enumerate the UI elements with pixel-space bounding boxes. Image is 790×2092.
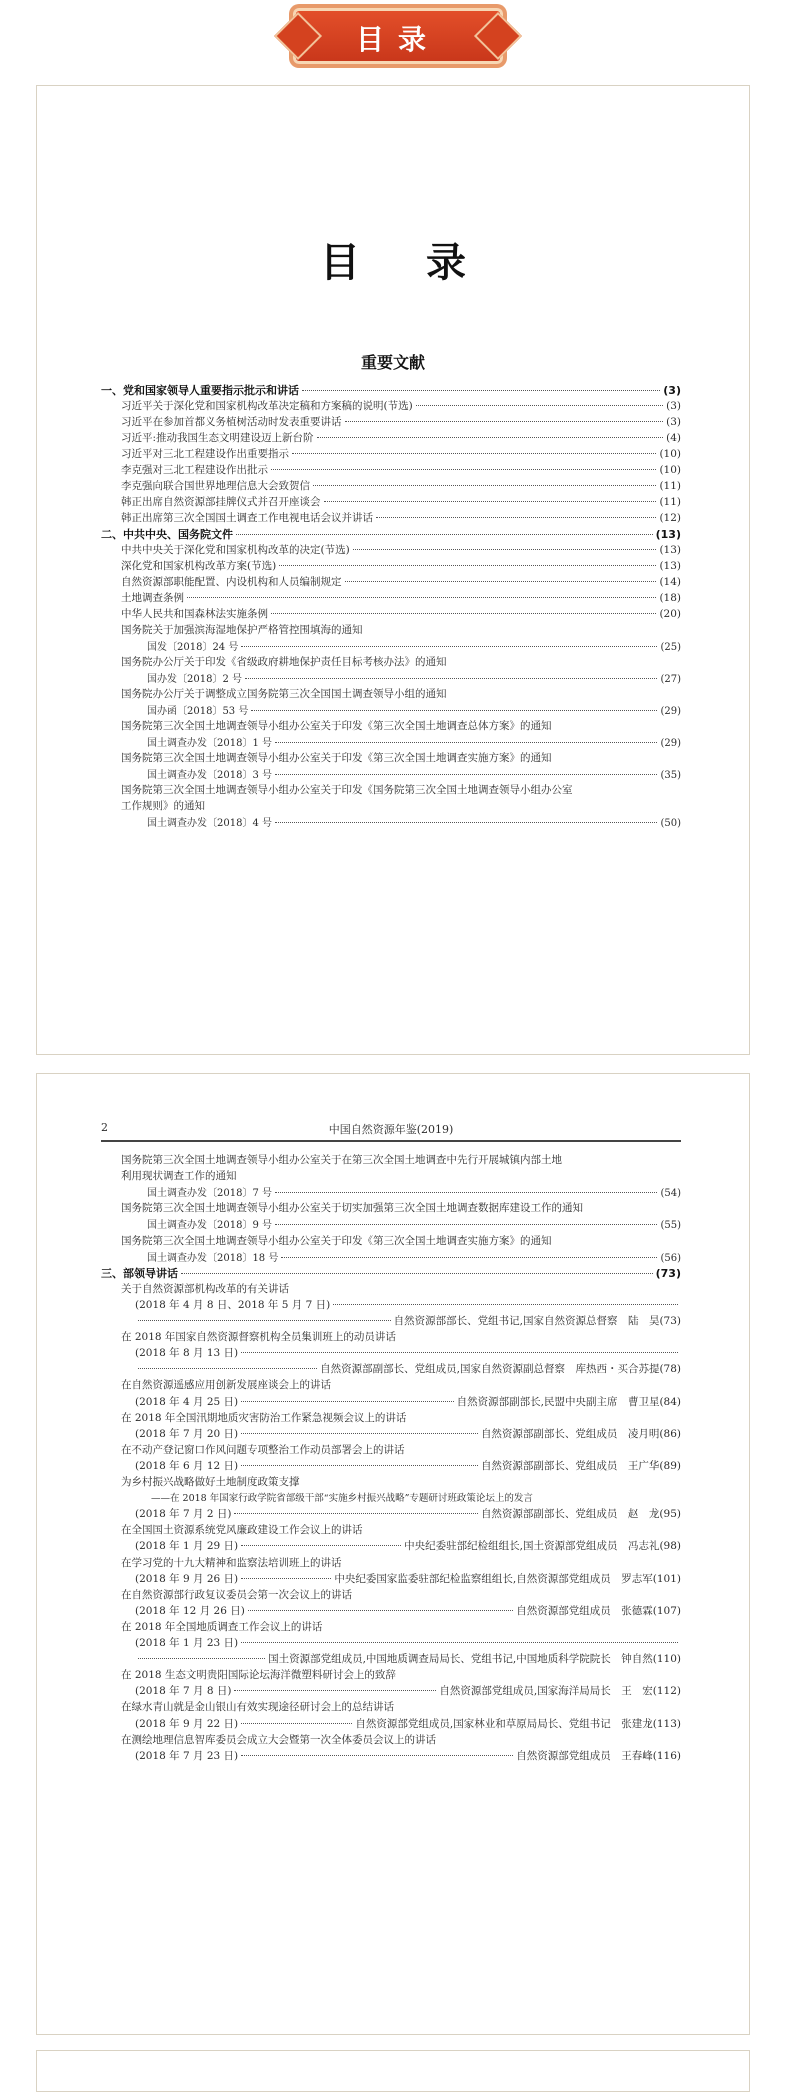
leader-dots — [275, 774, 657, 775]
leader-dots — [187, 597, 656, 598]
entry-title: 国办函〔2018〕53 号 — [147, 706, 249, 717]
toc-entry-title[interactable]: 在测绘地理信息智库委员会成立大会暨第一次全体委员会议上的讲话 — [121, 1733, 436, 1746]
entry-byline: 自然资源部部长、党组书记,国家自然资源总督察 陆 昊(73) — [393, 1315, 681, 1327]
entry-page: (11) — [659, 480, 681, 492]
entry-page: (3) — [663, 384, 681, 397]
entry-byline: 自然资源部副部长、党组成员 凌月明(86) — [480, 1427, 681, 1440]
entry-title: 国土调查办发〔2018〕18 号 — [147, 1252, 279, 1264]
entry-title: 国土调查办发〔2018〕1 号 — [147, 738, 272, 749]
leader-dots — [376, 517, 656, 518]
leader-dots — [317, 437, 664, 438]
leader-dots — [241, 1578, 331, 1579]
leader-dots — [271, 613, 656, 614]
entry-title: 韩正出席自然资源部挂牌仪式并召开座谈会 — [121, 496, 321, 508]
page-number: 2 — [101, 1121, 108, 1134]
entry-title: 李克强向联合国世界地理信息大会致贺信 — [121, 480, 310, 492]
entry-date: (2018 年 8 月 13 日) — [135, 1347, 239, 1360]
entry-title: 习近平对三北工程建设作出重要指示 — [121, 448, 289, 460]
entry-page: (11) — [659, 496, 681, 508]
leader-dots — [275, 1224, 657, 1225]
entry-byline: 国土资源部党组成员,中国地质调查局局长、党组书记,中国地质科学院院长 钟自然(110) — [268, 1653, 681, 1666]
entry-page: (3) — [666, 416, 681, 428]
toc-page-2 — [36, 1073, 750, 2035]
entry-title: 国办发〔2018〕2 号 — [147, 674, 242, 685]
entry-title: 习近平关于深化党和国家机构改革决定稿和方案稿的说明(节选) — [121, 400, 413, 412]
leader-dots — [241, 1401, 453, 1402]
entry-title: 土地调查条例 — [121, 592, 184, 604]
entry-byline: 自然资源部党组成员 王春峰(116) — [516, 1749, 681, 1762]
entry-page: (13) — [659, 560, 681, 572]
leader-dots — [138, 1368, 317, 1369]
entry-title: 三、部领导讲话 — [101, 1266, 178, 1280]
leader-dots — [333, 1304, 678, 1305]
running-head — [101, 1121, 681, 1141]
entry-page: (73) — [655, 1266, 681, 1280]
toc-entry-title[interactable]: 在学习党的十九大精神和监察法培训班上的讲话 — [121, 1556, 342, 1569]
leader-dots — [241, 1642, 678, 1643]
leader-dots — [241, 1352, 678, 1353]
entry-date: (2018 年 4 月 25 日) — [135, 1395, 239, 1408]
toc-page-1 — [36, 85, 750, 1055]
entry-page: (29) — [660, 738, 681, 749]
toc-entry-title[interactable]: 在 2018 年国家自然资源督察机构全员集训班上的动员讲话 — [121, 1331, 396, 1344]
entry-page: (50) — [660, 818, 681, 829]
leader-dots — [251, 710, 657, 711]
toc-entry-title[interactable]: 工作规则》的通知 — [121, 800, 205, 812]
leader-dots — [181, 1273, 653, 1274]
toc-entry-title[interactable]: 国务院办公厅关于调整成立国务院第三次全国国土调查领导小组的通知 — [121, 688, 447, 700]
leader-dots — [275, 742, 657, 743]
leader-dots — [302, 390, 660, 391]
entry-page: (3) — [666, 400, 681, 412]
entry-page: (56) — [660, 1252, 681, 1264]
entry-page: (10) — [659, 448, 681, 460]
entry-title: 一、党和国家领导人重要指示批示和讲话 — [101, 384, 299, 397]
leader-dots — [271, 469, 656, 470]
leader-dots — [313, 485, 656, 486]
toc-entry-title[interactable]: 为乡村振兴战略做好土地制度政策支撑 — [121, 1476, 300, 1488]
toc-entry-title[interactable]: 在绿水青山就是金山银山有效实现途径研讨会上的总结讲话 — [121, 1701, 394, 1714]
entry-page: (55) — [660, 1220, 681, 1232]
entry-title: 自然资源部职能配置、内设机构和人员编制规定 — [121, 576, 342, 588]
toc-entry-title[interactable]: 在全国国土资源系统党风廉政建设工作会议上的讲话 — [121, 1524, 363, 1537]
entry-title: 国土调查办发〔2018〕7 号 — [147, 1188, 272, 1200]
toc-entry-title[interactable]: 国务院第三次全国土地调查领导小组办公室关于印发《第三次全国土地调查实施方案》的通知 — [121, 1234, 552, 1247]
leader-dots — [241, 646, 657, 647]
toc-entry-title[interactable]: 国务院第三次全国土地调查领导小组办公室关于印发《国务院第三次全国土地调查领导小组办公室 — [121, 784, 573, 796]
entry-page: (35) — [660, 770, 681, 781]
toc-entry-title[interactable]: 在自然资源部行政复议委员会第一次会议上的讲话 — [121, 1588, 352, 1601]
leader-dots — [353, 549, 657, 550]
entry-date: (2018 年 7 月 2 日) — [135, 1508, 232, 1521]
entry-date: (2018 年 1 月 23 日) — [135, 1637, 239, 1649]
toc-entry-title[interactable]: 在自然资源遥感应用创新发展座谈会上的讲话 — [121, 1379, 331, 1392]
leader-dots — [241, 1465, 478, 1466]
entry-date: (2018 年 9 月 22 日) — [135, 1717, 239, 1730]
leader-dots — [236, 534, 653, 535]
entry-byline: 自然资源部副部长、党组成员 赵 龙(95) — [480, 1508, 681, 1521]
leader-dots — [138, 1320, 391, 1321]
leader-dots — [234, 1690, 436, 1691]
leader-dots — [275, 1192, 657, 1193]
banner-title: 目录 — [355, 23, 440, 56]
entry-byline: 自然资源部党组成员,国家海洋局局长 王 宏(112) — [439, 1685, 681, 1698]
entry-title: 国发〔2018〕24 号 — [147, 642, 239, 653]
leader-dots — [324, 501, 657, 502]
entry-byline: 中央纪委国家监委驻部纪检监察组组长,自然资源部党组成员 罗志军(101) — [334, 1572, 681, 1585]
entry-byline: 自然资源部副部长、党组成员 王广华(89) — [480, 1459, 681, 1472]
entry-page: (54) — [660, 1188, 681, 1200]
entry-title: 中共中央关于深化党和国家机构改革的决定(节选) — [121, 544, 350, 556]
entry-title: 中华人民共和国森林法实施条例 — [121, 608, 268, 620]
toc-entry-title[interactable]: 关于自然资源部机构改革的有关讲话 — [121, 1282, 289, 1295]
toc-entry-byline[interactable] — [101, 1748, 681, 1766]
leader-dots — [345, 421, 664, 422]
header-rule — [101, 1140, 681, 1142]
entry-byline: 自然资源部党组成员,国家林业和草原局局长、党组书记 张建龙(113) — [355, 1717, 681, 1730]
entry-title: 习近平:推动我国生态文明建设迈上新台阶 — [121, 432, 314, 444]
toc-entry[interactable] — [101, 814, 681, 832]
toc-page-3 — [36, 2050, 750, 2092]
leader-dots — [292, 453, 656, 454]
page-title: 目 录 — [320, 240, 492, 286]
entry-page: (27) — [660, 674, 681, 685]
entry-date: (2018 年 12 月 26 日) — [135, 1604, 245, 1617]
entry-date: (2018 年 6 月 12 日) — [135, 1459, 239, 1472]
entry-date: (2018 年 7 月 8 日) — [135, 1685, 232, 1698]
entry-page: (13) — [655, 528, 681, 541]
entry-page: (18) — [659, 592, 681, 604]
entry-byline: 中央纪委驻部纪检组组长,国土资源部党组成员 冯志礼(98) — [404, 1540, 681, 1553]
journal-title: 中国自然资源年鉴(2019) — [328, 1123, 454, 1136]
entry-page: (12) — [659, 512, 681, 524]
entry-page: (14) — [659, 576, 681, 588]
toc-banner — [293, 8, 503, 64]
toc-entry-subtitle: ——在 2018 年国家行政学院省部级干部“实施乡村振兴战略”专题研讨班政策论坛上的发言 — [151, 1493, 533, 1505]
leader-dots — [241, 1755, 513, 1756]
entry-page: (13) — [659, 544, 681, 556]
entry-date: (2018 年 7 月 23 日) — [135, 1749, 239, 1762]
leader-dots — [345, 581, 657, 582]
entry-date: (2018 年 9 月 26 日) — [135, 1572, 239, 1585]
toc-entry-title[interactable]: 国务院第三次全国土地调查领导小组办公室关于印发《第三次全国土地调查实施方案》的通知 — [121, 752, 552, 764]
entry-title: 国土调查办发〔2018〕4 号 — [147, 818, 272, 829]
entry-title: 深化党和国家机构改革方案(节选) — [121, 560, 277, 572]
entry-title: 韩正出席第三次全国国土调查工作电视电话会议并讲话 — [121, 512, 373, 524]
toc-entry-title[interactable]: 国务院办公厅关于印发《省级政府耕地保护责任目标考核办法》的通知 — [121, 656, 447, 668]
toc-entry-title[interactable]: 在 2018 年全国地质调查工作会议上的讲话 — [121, 1620, 323, 1633]
entry-byline: 自然资源部党组成员 张德霖(107) — [516, 1604, 681, 1617]
entry-page: (29) — [660, 706, 681, 717]
leader-dots — [138, 1658, 265, 1659]
leader-dots — [275, 822, 657, 823]
toc-entry-title[interactable]: 国务院第三次全国土地调查领导小组办公室关于在第三次全国土地调查中先行开展城镇内部土地 — [121, 1154, 562, 1166]
entry-title: 李克强对三北工程建设作出批示 — [121, 464, 268, 476]
toc-entry-title[interactable]: 在 2018 年全国汛期地质灾害防治工作紧急视频会议上的讲话 — [121, 1411, 407, 1424]
entry-title: 二、中共中央、国务院文件 — [101, 528, 233, 541]
entry-date: (2018 年 4 月 8 日、2018 年 5 月 7 日) — [135, 1298, 331, 1311]
section-title: 重要文献 — [360, 353, 425, 372]
leader-dots — [241, 1723, 352, 1724]
entry-byline: 自然资源部副部长,民盟中央副主席 曹卫星(84) — [456, 1395, 681, 1408]
entry-page: (20) — [659, 608, 681, 620]
leader-dots — [416, 405, 663, 406]
leader-dots — [281, 1257, 657, 1258]
leader-dots — [241, 1545, 401, 1546]
entry-page: (25) — [660, 642, 681, 653]
toc-entry-title[interactable]: 国务院第三次全国土地调查领导小组办公室关于印发《第三次全国土地调查总体方案》的通知 — [121, 720, 552, 732]
leader-dots — [241, 1433, 478, 1434]
leader-dots — [279, 565, 656, 566]
toc-entry-title[interactable]: 利用现状调查工作的通知 — [121, 1170, 237, 1183]
entry-date: (2018 年 1 月 29 日) — [135, 1540, 239, 1553]
entry-date: (2018 年 7 月 20 日) — [135, 1427, 239, 1440]
entry-title: 国土调查办发〔2018〕9 号 — [147, 1220, 272, 1232]
leader-dots — [245, 678, 657, 679]
entry-page: (4) — [666, 432, 681, 444]
toc-entry-title[interactable]: 在 2018 生态文明贵阳国际论坛海洋微塑料研讨会上的致辞 — [121, 1669, 396, 1682]
leader-dots — [248, 1610, 513, 1611]
entry-page: (10) — [659, 464, 681, 476]
entry-title: 国土调查办发〔2018〕3 号 — [147, 770, 272, 781]
toc-entry-title[interactable]: 国务院第三次全国土地调查领导小组办公室关于切实加强第三次全国土地调查数据库建设工作的通知 — [121, 1202, 583, 1215]
toc-entry-title[interactable]: 在不动产登记窗口作风问题专项整治工作动员部署会上的讲话 — [121, 1443, 405, 1456]
leader-dots — [234, 1513, 477, 1514]
toc-entry-title[interactable]: 国务院关于加强滨海湿地保护严格管控围填海的通知 — [121, 624, 363, 636]
entry-title: 习近平在参加首都义务植树活动时发表重要讲话 — [121, 416, 342, 428]
entry-byline: 自然资源部副部长、党组成员,国家自然资源副总督察 库热西・买合苏提(78) — [320, 1363, 681, 1376]
